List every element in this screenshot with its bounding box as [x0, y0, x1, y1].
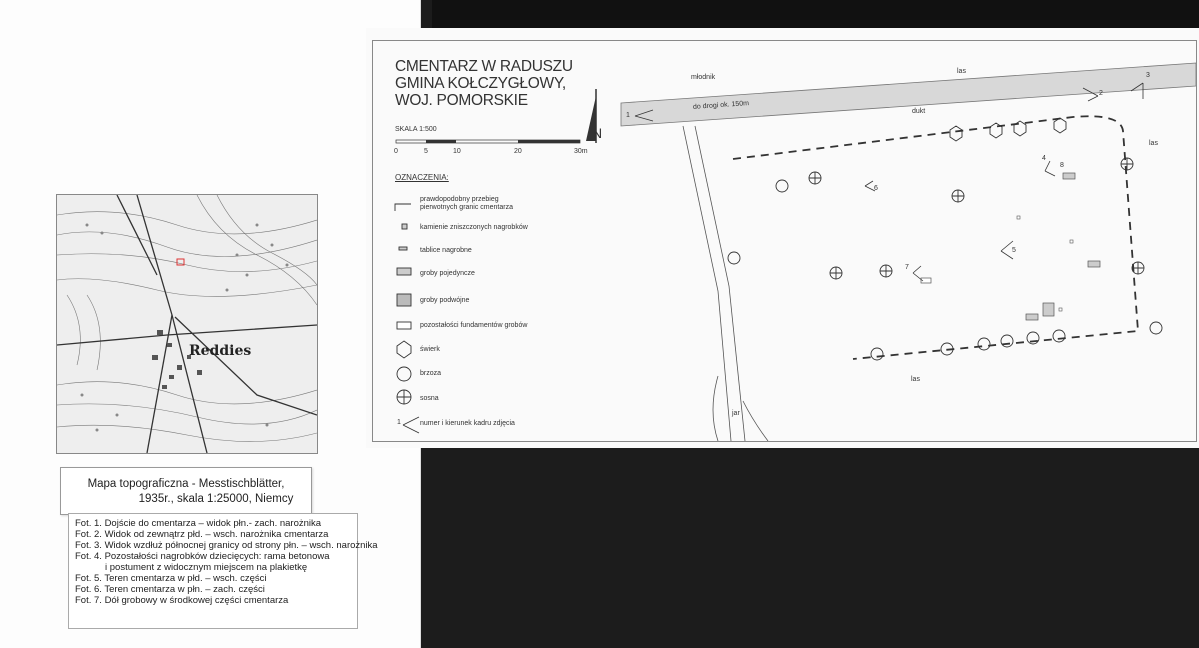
plan-title	[395, 58, 573, 109]
topographic-map	[56, 194, 318, 454]
photo-number: 1	[626, 112, 630, 119]
photo-list	[68, 513, 378, 629]
scale-tick: 0	[394, 148, 398, 155]
ravine	[713, 376, 768, 441]
graves	[921, 173, 1100, 320]
topo-place-name: Reddies	[189, 343, 252, 359]
photo-number: 7	[905, 264, 909, 271]
legend-symbols	[395, 204, 419, 433]
plan-title-line-2: GMINA KOŁCZYGŁOWY,	[395, 75, 566, 92]
legend-item: świerk	[420, 346, 440, 353]
photo-list-item: Fot. 3. Widok wzdłuż północnej granicy od strony płn. – wsch. narożnika	[75, 540, 378, 551]
caption-line-2: 1935r., skala 1:25000, Niemcy	[138, 493, 294, 505]
photo-number: 3	[1146, 72, 1150, 79]
photo-list-item: Fot. 7. Dół grobowy w środkowej części cmentarza	[75, 595, 289, 606]
photo-list-item: i postument z widocznym miejscem na plakietkę	[105, 562, 308, 573]
legend-item: sosna	[420, 395, 439, 402]
legend-item: tablice nagrobne	[420, 247, 472, 254]
topo-caption	[60, 467, 312, 515]
photo-list-item: Fot. 1. Dojście do cmentarza – widok płn.- zach. narożnika	[75, 518, 322, 529]
label-las-top: las	[957, 68, 966, 75]
forest-road	[621, 63, 1196, 126]
label-jar: jar	[732, 410, 740, 417]
photo-list-item: Fot. 4. Pozostałości nagrobków dziecięcych: rama betonowa	[75, 551, 330, 562]
photo-number: 5	[1012, 247, 1016, 254]
legend-item: pozostałości fundamentów grobów	[420, 322, 528, 329]
photo-number: 1	[397, 419, 401, 426]
photo-number: 2	[1099, 90, 1103, 97]
spruce-trees	[950, 118, 1066, 141]
scale-bar	[396, 140, 580, 143]
photo-number: 8	[1060, 162, 1064, 169]
label-las-right: las	[1149, 140, 1158, 147]
photo-list-item: Fot. 6. Teren cmentarza w płn. – zach. części	[75, 584, 265, 595]
birch-trees	[728, 180, 1162, 360]
scale-tick: 20	[514, 148, 522, 155]
photo-list-item: Fot. 2. Widok od zewnątrz płd. – wsch. narożnika cmentarza	[75, 529, 329, 540]
label-road: do drogi ok. 150m	[692, 100, 750, 111]
scale-tick: 5	[424, 148, 428, 155]
plan-title-line-3: WOJ. POMORSKIE	[395, 92, 528, 109]
photo-list-item: Fot. 5. Teren cmentarza w płd. – wsch. części	[75, 573, 267, 584]
legend-item: numer i kierunek kadru zdjęcia	[420, 420, 515, 427]
legend-item: groby pojedyncze	[420, 270, 475, 277]
scale-tick: 30m	[574, 148, 588, 155]
scale-tick: 10	[453, 148, 461, 155]
stones	[1017, 216, 1073, 311]
path-to-ravine	[683, 126, 731, 441]
scale-label: SKALA 1:500	[395, 126, 437, 133]
caption-line-1: Mapa topograficzna - Messtischblätter,	[87, 478, 285, 490]
north-label: N	[592, 125, 603, 141]
label-dukt: dukt	[912, 108, 926, 115]
cemetery-boundary	[733, 116, 1138, 359]
plan-title-line-1: CMENTARZ W RADUSZU	[395, 58, 573, 75]
legend-item: prawdopodobny przebieg pierwotnych granic cmentarza	[420, 196, 513, 211]
legend-item: kamienie zniszczonych nagrobków	[420, 224, 528, 231]
topographic-map-drawing	[57, 195, 317, 453]
legend-heading: OZNACZENIA:	[395, 173, 449, 182]
label-las-bottom: las	[911, 376, 920, 383]
photo-number: 6	[874, 185, 878, 192]
legend-item: brzoza	[420, 370, 442, 377]
label-mlodnik: młodnik	[691, 74, 716, 81]
legend-item: groby podwójne	[420, 297, 470, 304]
photo-number: 4	[1042, 155, 1046, 162]
